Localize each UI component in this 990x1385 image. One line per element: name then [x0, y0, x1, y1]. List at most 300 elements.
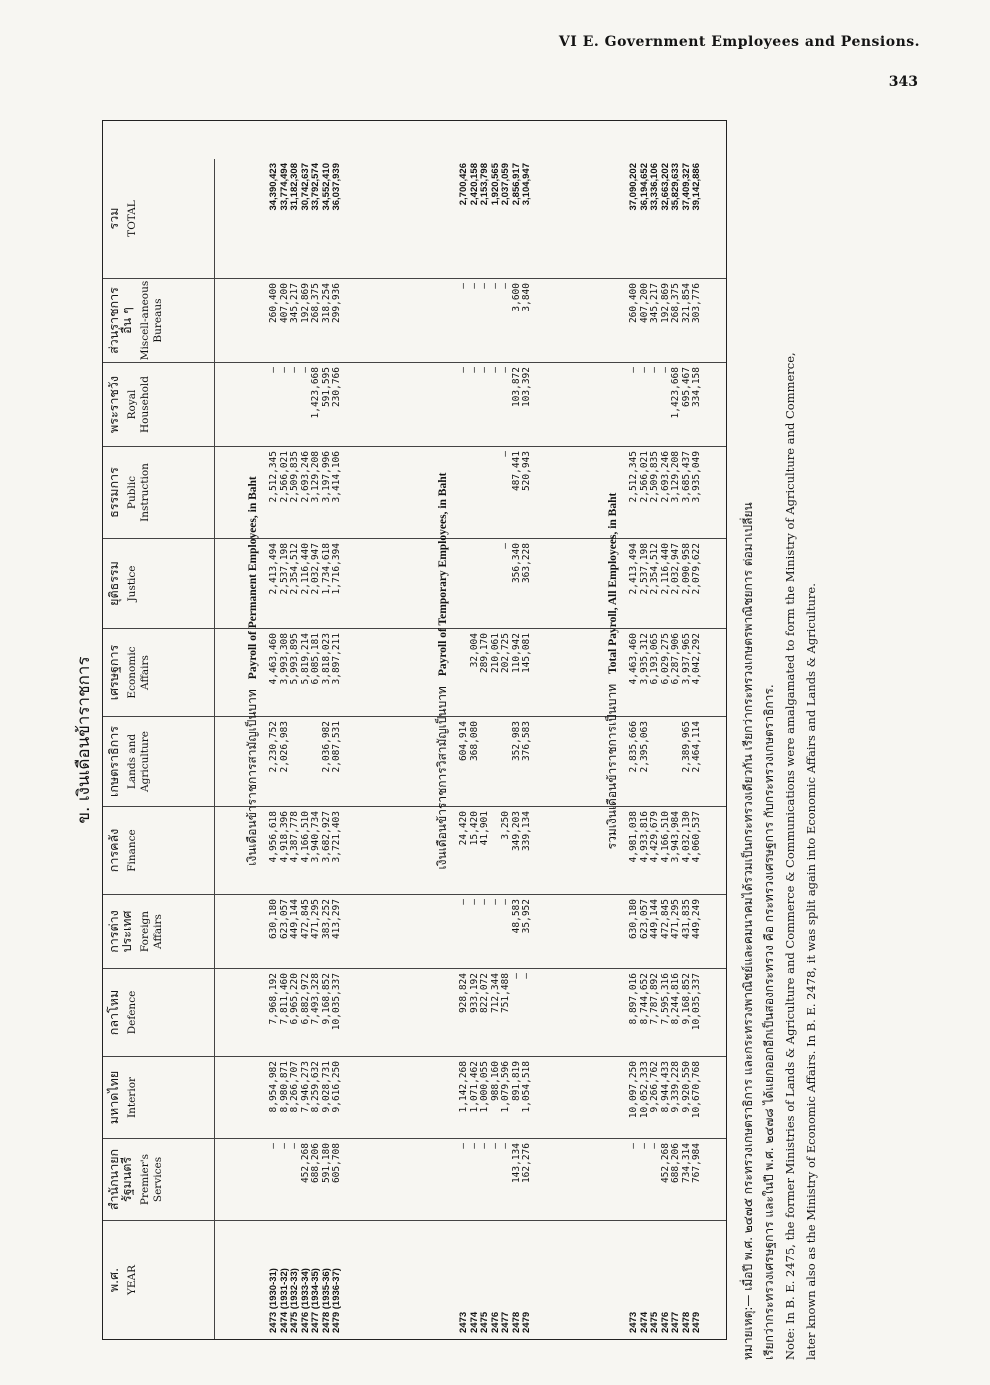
column-header-thai: ส่วนราชการ อื่น ๆ [106, 287, 134, 354]
table-cell: 3,414,106 [331, 451, 342, 503]
table-cell: 7,811,460 [278, 973, 290, 1025]
column-header-thai: กลาโหม [106, 989, 121, 1036]
column-header [103, 1221, 215, 1339]
column-4 [103, 895, 726, 969]
table-cell: — [458, 367, 469, 373]
section-caption-english: Payroll of Permanent Employees, in Baht [247, 476, 259, 680]
table-cell: 471,295 [310, 899, 321, 940]
table-cell: 487,441 [510, 451, 522, 492]
table-cell: 143,134 [510, 1143, 522, 1184]
table-cell: 1,000,055 [479, 1061, 490, 1113]
column-0 [103, 1221, 726, 1339]
column-8 [103, 539, 726, 629]
table-cell: 1,920,565 [489, 163, 501, 206]
table-cell: 2,079,622 [691, 543, 702, 595]
column-3 [103, 969, 726, 1057]
table-cell: 591,180 [320, 1143, 332, 1184]
table-cell: 162,276 [521, 1143, 532, 1184]
table-cell: 472,845 [299, 899, 311, 940]
row-year-cell: 2478 [680, 1311, 692, 1333]
section-1-column [459, 539, 533, 628]
table-cell [480, 447, 491, 538]
table-cell: 3,129,208 [670, 451, 681, 503]
table-cell: 192,869 [659, 283, 671, 324]
table-cell: 413,297 [331, 899, 342, 940]
table-cell: 449,249 [691, 899, 702, 940]
note-thai-line-2: เรียกว่ากระทรวงเศรษฐการ และในปี พ.ศ. ๒๔๗๘ ได้แยกออกอีกเป็นสองกระทรวง คือ กระทรวงเศรษฐการ กับกระทรวงเกษตราธิการ. [762, 684, 776, 1360]
table-cell: 8,744,652 [638, 973, 650, 1025]
table-cell: 352,983 [510, 721, 522, 762]
table-cell: — [628, 367, 639, 373]
row-year-cell: 2473 [458, 1311, 469, 1333]
table-cell: — [278, 367, 290, 373]
table-cell: 472,845 [659, 899, 671, 940]
table-cell: 2,389,965 [680, 721, 692, 773]
table-cell: 4,032,130 [680, 811, 692, 863]
column-header [103, 447, 215, 538]
table-cell: 9,339,228 [670, 1061, 681, 1113]
table-cell: 2,116,440 [659, 543, 671, 595]
row-year-cell: 2474 [638, 1311, 650, 1333]
table-cell: — [649, 1143, 660, 1149]
section-caption [243, 121, 262, 1221]
row-year-cell: 2475 [649, 1311, 660, 1333]
table-cell: 2,395,063 [638, 721, 650, 773]
table-cell: 688,206 [670, 1143, 681, 1184]
table-cell: 1,423,668 [670, 367, 681, 419]
table-cell: 1,079,596 [500, 1061, 511, 1113]
section-2-column [629, 363, 703, 446]
table-cell: 2,537,198 [638, 543, 650, 595]
table-cell: 8,897,016 [628, 973, 639, 1025]
table-cell: 7,946,273 [299, 1061, 311, 1113]
section-caption-thai: เงินเดือนข้าราชการสามัญเป็นบาท [245, 689, 259, 866]
table-cell: 3,897,211 [331, 633, 342, 685]
section-0-column [269, 895, 343, 968]
column-10 [103, 363, 726, 447]
table-cell: — [458, 1143, 469, 1149]
table-cell [491, 447, 502, 538]
column-9 [103, 447, 726, 539]
column-header-english: Public Instruction [126, 463, 151, 522]
table-cell: 2,420,158 [468, 163, 480, 206]
section-0-column [269, 447, 343, 538]
table-cell: 2,693,246 [299, 451, 311, 503]
table-cell: 2,856,917 [510, 163, 522, 206]
table-cell: 695,467 [680, 367, 692, 408]
table-cell: — [289, 1143, 300, 1149]
section-2-column [629, 807, 703, 894]
table-cell [459, 539, 470, 628]
table-cell: 2,032,947 [670, 543, 681, 595]
table-cell: 2,354,512 [649, 543, 660, 595]
table-cell: — [468, 367, 480, 373]
table-cell: 289,170 [479, 633, 490, 674]
table-cell: 2,566,021 [638, 451, 650, 503]
table-cell: 3,129,208 [310, 451, 321, 503]
table-cell: 383,252 [320, 899, 332, 940]
table-notes [738, 120, 822, 1360]
table-cell: 230,766 [331, 367, 342, 408]
column-header-thai: ยุติธรรม [106, 561, 121, 606]
table-cell [311, 717, 322, 806]
table-cell: — [468, 1143, 480, 1149]
table-cell: — [500, 543, 511, 549]
table-cell: 9,266,762 [649, 1061, 660, 1113]
table-cell [301, 717, 312, 806]
table-cell: — [659, 367, 671, 373]
table-cell: 41,901 [479, 811, 490, 846]
table-cell [480, 539, 491, 628]
column-header-thai: พ.ศ. [106, 1267, 121, 1293]
table-cell: 9,920,550 [680, 1061, 692, 1113]
section-0-column [269, 279, 343, 362]
table-cell: 349,203 [510, 811, 522, 852]
table-cell: — [268, 367, 279, 373]
table-cell: — [638, 1143, 650, 1149]
table-cell: 376,583 [521, 721, 532, 762]
table-cell: 202,725 [500, 633, 511, 674]
table-cell: 407,200 [278, 283, 290, 324]
column-header [103, 629, 215, 716]
table-cell: 604,914 [458, 721, 469, 762]
table-cell: 321,854 [680, 283, 692, 324]
table-cell: 688,206 [310, 1143, 321, 1184]
section-caption-english: Payroll of Temporary Employees, in Baht [437, 472, 449, 677]
column-header-thai: สำนักนายก รัฐมนตรี [106, 1148, 134, 1211]
table-cell: 10,035,337 [331, 973, 342, 1031]
column-header [103, 279, 215, 362]
table-cell: 4,463,460 [628, 633, 639, 685]
table-cell [671, 717, 682, 806]
table-cell [470, 539, 481, 628]
table-cell: 8,980,871 [278, 1061, 290, 1113]
column-5 [103, 807, 726, 895]
table-title: ข. เงินเดือนข้าราชการ [74, 656, 94, 824]
column-header [103, 895, 215, 968]
table-cell: 31,182,308 [289, 163, 300, 211]
column-header-english: Defence [126, 990, 138, 1035]
table-cell: 4,166,510 [659, 811, 671, 863]
table-cell: 8,259,632 [310, 1061, 321, 1113]
table-cell: 3,937,965 [680, 633, 692, 685]
section-1-column [459, 895, 533, 968]
column-12 [103, 159, 726, 279]
table-cell: 303,776 [691, 283, 702, 324]
table-cell: 2,032,947 [310, 543, 321, 595]
row-year-cell: 2478 [510, 1311, 522, 1333]
table-cell: 368,080 [468, 721, 480, 762]
table-cell: 268,375 [310, 283, 321, 324]
row-year-cell: 2476 [489, 1311, 501, 1333]
table-cell: 6,193,065 [649, 633, 660, 685]
table-cell: 712,344 [489, 973, 501, 1014]
table-cell: 7,595,316 [659, 973, 671, 1025]
table-cell: 630,180 [268, 899, 279, 940]
table-cell: 36,194,652 [638, 163, 650, 211]
section-1-column [459, 807, 533, 894]
table-cell: 9,028,731 [320, 1061, 332, 1113]
table-cell [470, 447, 481, 538]
table-cell: 10,052,333 [638, 1061, 650, 1119]
column-header-english: Justice [126, 565, 138, 602]
table-cell: 32,004 [468, 633, 480, 668]
column-6 [103, 717, 726, 807]
table-cell: 33,336,106 [649, 163, 660, 211]
table-cell: 822,072 [479, 973, 490, 1014]
table-cell: 145,081 [521, 633, 532, 674]
column-header-english: Royal Household [126, 376, 151, 434]
table-cell: 751,488 [500, 973, 511, 1014]
table-cell: 3,104,947 [521, 163, 532, 206]
table-cell: 4,387,778 [289, 811, 300, 863]
row-year-cell: 2476 [659, 1311, 671, 1333]
table-cell: — [458, 283, 469, 289]
column-header [103, 159, 215, 278]
section-1-column [459, 969, 533, 1056]
section-0-column [269, 1057, 343, 1138]
table-cell: 3,818,023 [320, 633, 332, 685]
table-cell: 2,037,059 [500, 163, 511, 206]
table-cell [480, 717, 491, 806]
table-cell: 345,217 [289, 283, 300, 324]
table-cell: 471,295 [670, 899, 681, 940]
table-cell [650, 717, 661, 806]
table-cell: 3,685,437 [680, 451, 692, 503]
table-cell: — [649, 367, 660, 373]
section-2-column [629, 629, 703, 716]
column-header [103, 1139, 215, 1220]
table-cell: 24,420 [458, 811, 469, 846]
table-cell: 15,420 [468, 811, 480, 846]
table-cell: — [278, 1143, 290, 1149]
section-0-column [269, 363, 343, 446]
section-2-column [629, 159, 703, 278]
table-cell: 3,840 [521, 283, 532, 312]
row-year-cell: 2479 [521, 1311, 532, 1333]
table-cell: 4,166,510 [299, 811, 311, 863]
running-header: VI E. Government Employees and Pensions. [558, 34, 920, 50]
table-cell [501, 717, 512, 806]
table-cell: 33,792,574 [310, 163, 321, 211]
table-cell: 933,192 [468, 973, 480, 1014]
table-cell: 6,287,906 [670, 633, 681, 685]
table-cell: 4,981,038 [628, 811, 639, 863]
table-cell: — [489, 1143, 501, 1149]
section-2-column [629, 717, 703, 806]
table-cell: 3,197,996 [320, 451, 332, 503]
table-cell: 891,819 [510, 1061, 522, 1102]
column-1 [103, 1139, 726, 1221]
table-cell: — [500, 1143, 511, 1149]
table-cell: 520,943 [521, 451, 532, 492]
row-year-cell: 2479 [691, 1311, 702, 1333]
row-year-cell: 2473 [628, 1311, 639, 1333]
table-cell: 5,819,214 [299, 633, 311, 685]
section-0-column [269, 629, 343, 716]
table-cell: 36,037,939 [331, 163, 342, 211]
table-cell: 48,583 [510, 899, 522, 934]
table-cell: — [489, 283, 501, 289]
table-cell: 260,400 [628, 283, 639, 324]
column-header [103, 807, 215, 894]
table-cell: 449,144 [649, 899, 660, 940]
row-year-cell: 2476 (1933-34) [299, 1268, 311, 1333]
table-cell: 6,029,275 [659, 633, 671, 685]
table-cell: — [521, 973, 532, 979]
table-cell: 345,217 [649, 283, 660, 324]
table-cell: 192,869 [299, 283, 311, 324]
section-1-column [459, 447, 533, 538]
table-cell: 9,168,852 [680, 973, 692, 1025]
row-year-cell: 2474 (1931-32) [278, 1268, 290, 1333]
table-cell: — [500, 367, 511, 373]
section-caption [433, 121, 452, 1221]
section-2-column [629, 447, 703, 538]
table-cell: 210,061 [489, 633, 501, 674]
section-2-column [629, 895, 703, 968]
column-header-thai: การต่าง ประเทศ [106, 910, 134, 953]
section-2-column [629, 1221, 703, 1339]
table-cell: 356,340 [510, 543, 522, 584]
column-header [103, 1057, 215, 1138]
table-cell: 4,933,816 [638, 811, 650, 863]
table-cell: 299,936 [331, 283, 342, 324]
table-cell: 103,872 [510, 367, 522, 408]
table-cell: 6,965,220 [289, 973, 300, 1025]
table-cell: 452,268 [659, 1143, 671, 1184]
section-0-column [269, 539, 343, 628]
column-header-thai: เกษตราธิการ [106, 726, 121, 797]
column-header-thai: มหาดไทย [106, 1070, 121, 1125]
table-cell: 1,054,518 [521, 1061, 532, 1113]
row-year-cell: 2474 [468, 1311, 480, 1333]
table-cell: 407,200 [638, 283, 650, 324]
section-0-column [269, 807, 343, 894]
table-cell: — [479, 283, 490, 289]
table-cell: — [468, 899, 480, 905]
table-cell: 39,142,886 [691, 163, 702, 211]
row-year-cell: 2478 (1935-36) [320, 1268, 332, 1333]
section-caption-english: Total Payroll, All Employees, in Baht [607, 492, 619, 674]
column-header-english: Miscell-aneous Bureaus [139, 280, 164, 361]
row-year-cell: 2477 [500, 1311, 511, 1333]
table-cell: — [458, 899, 469, 905]
column-header-thai: รวม [106, 207, 121, 230]
table-cell: — [479, 1143, 490, 1149]
column-7 [103, 629, 726, 717]
section-2-column [629, 539, 703, 628]
column-header-english: TOTAL [126, 200, 138, 237]
table-cell: 110,942 [510, 633, 522, 674]
table-cell [459, 629, 470, 716]
table-cell: — [299, 367, 311, 373]
page-number: 343 [888, 74, 918, 90]
table-cell: 2,700,426 [458, 163, 469, 206]
column-header-english: Premier's Services [139, 1153, 164, 1206]
table-cell: 3,935,312 [638, 633, 650, 685]
table-cell: 5,993,895 [289, 633, 300, 685]
table-cell: 10,035,337 [691, 973, 702, 1031]
table-cell: — [268, 1143, 279, 1149]
table-cell: — [628, 1143, 639, 1149]
section-1-column [459, 629, 533, 716]
column-header [103, 539, 215, 628]
table-cell: 32,663,202 [659, 163, 671, 211]
table-cell: 37,409,327 [680, 163, 692, 211]
table-cell: 2,512,345 [628, 451, 639, 503]
table-cell: 449,144 [289, 899, 300, 940]
table-cell: 2,087,531 [331, 721, 342, 773]
table-cell: 10,097,250 [628, 1061, 639, 1119]
table-cell: — [500, 451, 511, 457]
table-cell: 2,116,440 [299, 543, 311, 595]
note-english-line-2: later known also as the Ministry of Economic Affairs. In B. E. 2478, it was split again into Economic Affairs and Lands & Agriculture. [804, 583, 818, 1360]
table-cell: 2,230,752 [268, 721, 279, 773]
table-cell: 3,682,927 [320, 811, 332, 863]
column-header-thai: การคลัง [106, 828, 121, 873]
table-cell: 3,940,734 [310, 811, 321, 863]
table-cell: 318,254 [320, 283, 332, 324]
table-cell: — [638, 367, 650, 373]
table-cell: 3,935,049 [691, 451, 702, 503]
table-cell: 1,716,394 [331, 543, 342, 595]
column-header-english: Lands and Agriculture [126, 731, 151, 792]
table-cell: 3,721,403 [331, 811, 342, 863]
table-cell: 2,036,982 [320, 721, 332, 773]
row-year-cell: 2477 [670, 1311, 681, 1333]
column-header [103, 969, 215, 1056]
table-cell: 103,392 [521, 367, 532, 408]
table-cell: 363,228 [521, 543, 532, 584]
table-cell: 3,250 [500, 811, 511, 840]
table-cell: 7,493,328 [310, 973, 321, 1025]
table-cell [491, 539, 502, 628]
column-header-english: Foreign Affairs [139, 910, 164, 953]
table-cell: — [489, 899, 501, 905]
note-thai-line-1: หมายเหตุ:— เมื่อปี พ.ศ. ๒๔๗๕ กระทรวงเกษตราธิการ และกระทรวงพาณิชย์และคมนาคมได้รวมเป็นกระทรวงเดียวกัน เรียกว่ากระทรวงเกษตรพาณิชยการ ต่อมาเปลี่ยน [741, 502, 755, 1360]
section-0-column [269, 1221, 343, 1339]
column-header-english: YEAR [126, 1264, 138, 1296]
table-cell: 6,085,181 [310, 633, 321, 685]
table-cell [459, 447, 470, 538]
section-0-column [269, 159, 343, 278]
table-cell: 1,142,268 [458, 1061, 469, 1113]
table-cell: 2,026,983 [278, 721, 290, 773]
table-cell: 4,429,679 [649, 811, 660, 863]
table-cell: 4,956,618 [268, 811, 279, 863]
table-cell: — [500, 283, 511, 289]
row-year-cell: 2479 (1936-37) [331, 1268, 342, 1333]
section-caption [603, 121, 622, 1221]
table-cell: 2,509,835 [649, 451, 660, 503]
table-cell: 2,413,494 [268, 543, 279, 595]
table-cell: 334,158 [691, 367, 702, 408]
table-cell: 605,708 [331, 1143, 342, 1184]
table-cell: 8,954,982 [268, 1061, 279, 1113]
section-caption-thai: รวมเงินเดือนข้าราชการเป็นบาท [605, 683, 619, 850]
rotated-table-page [70, 120, 930, 1360]
table-cell: 1,423,668 [310, 367, 321, 419]
table-cell: 623,057 [278, 899, 290, 940]
table-cell: 4,918,396 [278, 811, 290, 863]
table-cell: 6,882,972 [299, 973, 311, 1025]
table-cell: 2,153,798 [479, 163, 490, 206]
table-cell: 2,354,512 [289, 543, 300, 595]
table-cell: 988,160 [489, 1061, 501, 1102]
table-cell: — [479, 899, 490, 905]
column-header-thai: ธรรมการ [106, 467, 121, 518]
